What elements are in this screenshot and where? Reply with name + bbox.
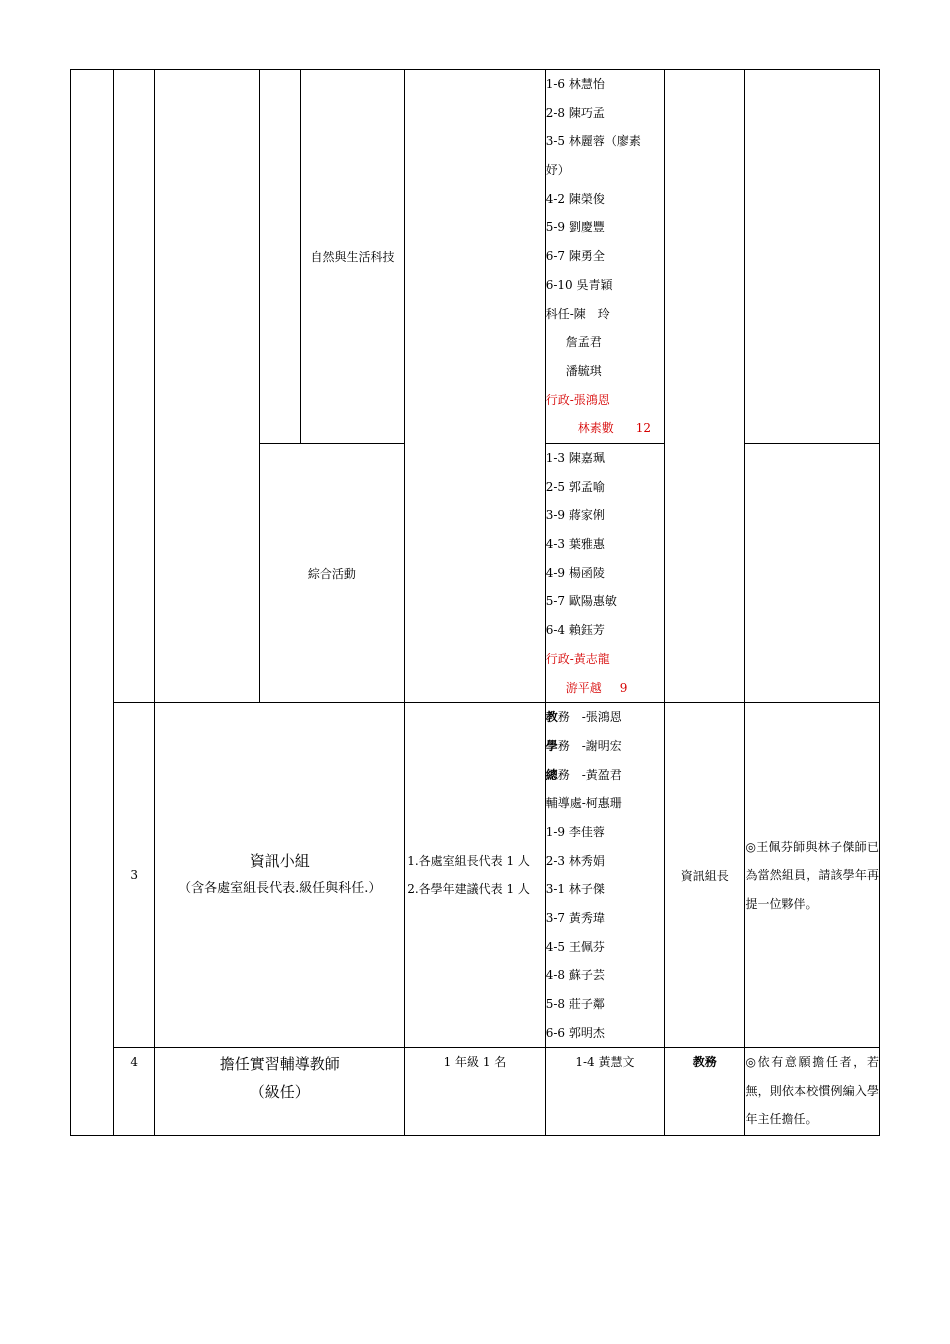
list-item: 3-7 黃秀瑋 [545, 911, 605, 925]
list-item: 1-6 林慧怡 [545, 77, 605, 92]
list-item: 2-3 林秀娟 [545, 853, 605, 868]
list-item: 行政-張鴻恩 [545, 392, 610, 407]
table-row [71, 703, 880, 1048]
note-cell [745, 1048, 880, 1136]
list-item: 6-4 賴鈺芳 [545, 623, 605, 638]
list-item: 6-6 郭明杰 [545, 1025, 605, 1040]
subject-label: 自然與生活科技 [310, 250, 395, 264]
group-subtitle: （含各處室組長代表.級任與科任.） [178, 881, 382, 897]
row-number-text: 3 [130, 868, 139, 883]
office-initial: 學 [545, 738, 558, 753]
member-cell [545, 1048, 664, 1136]
list-item [546, 414, 664, 443]
blank-cell [745, 444, 880, 703]
blank-cell [745, 70, 880, 444]
list-item: 妤） [545, 163, 570, 178]
list-item: 4-2 陳榮俊 [545, 191, 605, 206]
row-number [114, 703, 155, 1048]
list-item: 6-7 陳勇全 [545, 249, 605, 264]
quota-line: 1.各處室組長代表 1 人 [407, 853, 530, 868]
list-item [546, 761, 664, 790]
blank-cell [114, 70, 155, 703]
list-item: 3-5 林麗蓉（廖素 [545, 134, 641, 149]
list-item: 4-3 葉雅惠 [545, 537, 605, 552]
list-item: 3-1 林子傑 [545, 882, 605, 897]
group-title: 資訊小組 [249, 852, 310, 871]
list-item: 4-9 楊函陵 [545, 565, 605, 580]
group-title-cell [155, 703, 405, 1048]
group-title: 擔任實習輔導教師 [219, 1055, 340, 1074]
list-item: 2-5 郭孟喻 [545, 479, 605, 494]
table-row [71, 1048, 880, 1136]
list-item: 3-9 蔣家俐 [545, 508, 605, 523]
convener-cell [665, 1048, 745, 1136]
list-item: 4-8 蘇子芸 [545, 968, 605, 983]
list-item: 2-8 陳巧孟 [545, 105, 605, 120]
member-count: 12 [635, 421, 651, 436]
subject-cell [259, 444, 405, 703]
office-initial: 總 [545, 767, 558, 782]
list-item: 詹孟君 [565, 335, 602, 350]
committee-table [70, 69, 880, 1136]
member-list [545, 70, 664, 444]
member-count: 9 [619, 680, 628, 695]
row-number-text: 4 [130, 1055, 139, 1070]
list-item [546, 732, 664, 761]
note-text: ◎王佩芬師與林子傑師已為當然組員，請該學年再提一位夥伴。 [745, 839, 879, 911]
list-item: 5-9 劉慶豐 [545, 220, 605, 235]
list-item [546, 703, 664, 732]
list-item: 5-8 莊子鄰 [545, 997, 605, 1012]
list-item: 1-3 陳嘉珮 [545, 451, 605, 465]
admin-name: 游平越 [565, 680, 602, 695]
convener-text: 教務 [692, 1055, 717, 1070]
quota-cell [405, 703, 546, 1048]
table-row [71, 70, 880, 444]
list-item: 科任-陳 玲 [545, 306, 610, 321]
list-item: 1-4 黃慧文 [575, 1055, 635, 1070]
list-item: 6-10 吳青穎 [545, 277, 613, 292]
office-member: 務 -黃盈君 [557, 767, 622, 782]
member-list [545, 703, 664, 1048]
subject-cell [300, 70, 404, 444]
blank-cell [665, 70, 745, 703]
office-member: 務 -謝明宏 [557, 738, 622, 753]
member-list [545, 444, 664, 703]
blank-cell [155, 70, 259, 703]
blank-cell [71, 70, 114, 1136]
subject-label: 綜合活動 [307, 566, 356, 581]
office-initial: 教 [545, 710, 558, 725]
list-item: 潘毓琪 [565, 363, 602, 378]
group-title-cell [155, 1048, 405, 1136]
blank-cell [259, 70, 300, 444]
quota-line: 1 年級 1 名 [443, 1055, 507, 1070]
list-item [546, 674, 664, 703]
row-number [114, 1048, 155, 1136]
list-item: 輔導處-柯惠珊 [545, 796, 622, 811]
quota-line: 2.各學年建議代表 1 人 [407, 882, 530, 897]
office-member: 務 -張鴻恩 [557, 710, 622, 725]
convener-cell [665, 703, 745, 1048]
note-cell [745, 703, 880, 1048]
list-item: 1-9 李佳蓉 [545, 824, 605, 839]
quota-cell [405, 1048, 546, 1136]
blank-cell [405, 70, 546, 703]
list-item: 5-7 歐陽惠敏 [545, 594, 617, 609]
list-item: 4-5 王佩芬 [545, 939, 605, 954]
note-text: ◎依有意願擔任者，若無，則依本校慣例編入學年主任擔任。 [745, 1055, 879, 1127]
admin-name: 林素數 [577, 421, 614, 436]
group-subtitle: （級任） [249, 1083, 310, 1102]
convener-text: 資訊組長 [680, 868, 729, 883]
list-item: 行政-黃志龍 [545, 651, 610, 666]
